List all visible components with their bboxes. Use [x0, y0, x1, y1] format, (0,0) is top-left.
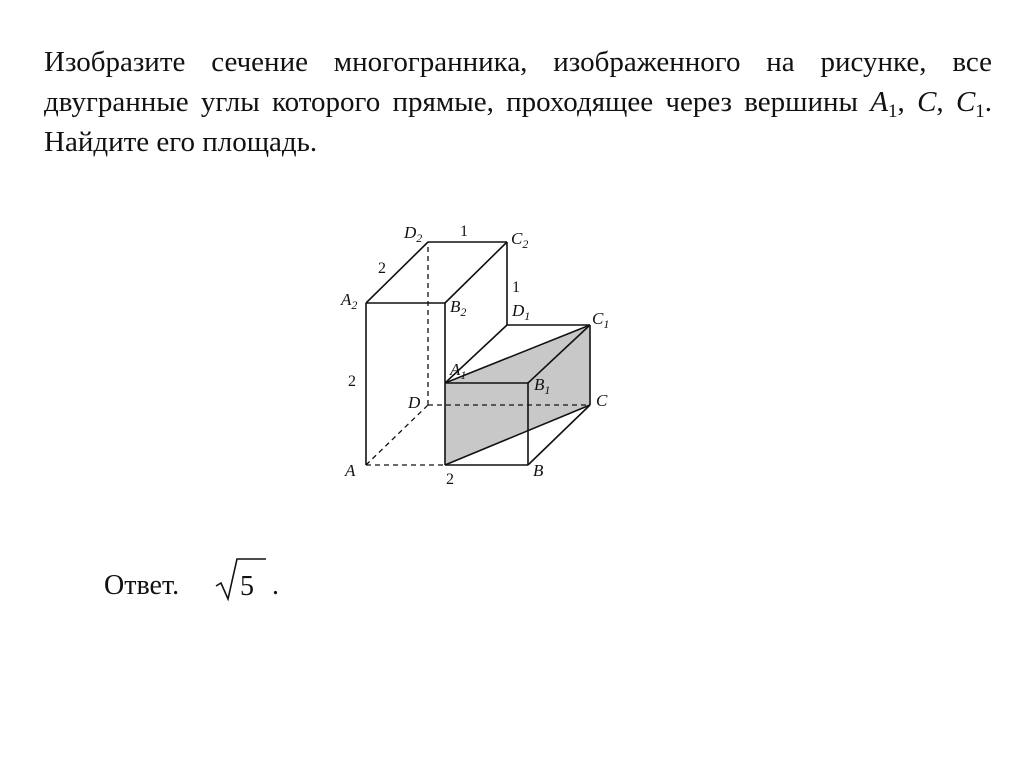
edge-a-d — [366, 405, 428, 465]
dim-top-depth: 2 — [378, 260, 386, 277]
label-d1: $D_1$ — [512, 301, 531, 323]
dim-top-edge: 1 — [460, 223, 468, 240]
label-b2: $B_2$ — [450, 297, 467, 319]
vertex-c1: C — [955, 86, 976, 118]
vertex-a1-subscript: 1 — [888, 101, 898, 122]
label-c2: $C_2$ — [511, 229, 529, 251]
vertex-c1-subscript: 1 — [975, 101, 985, 122]
dim-step-height: 1 — [512, 279, 520, 296]
answer-sqrt — [214, 556, 270, 604]
problem-question: . Найдите его площадь. — [44, 86, 993, 158]
vertex-c: C — [917, 86, 937, 118]
problem-statement: Изобразите сечение многогранника, изображенного на рисунке, все двугранные углы которого прямые, проходящее через вершины $A_1$, C, $C_1$. Найдите его площадь. — [44, 46, 993, 158]
label-a: A — [345, 461, 356, 480]
answer-line — [104, 556, 424, 616]
label-b1: $B_1$ — [534, 375, 551, 397]
dim-bottom-width: 2 — [446, 471, 454, 488]
answer-label: Ответ. — [104, 570, 180, 601]
label-c1: $C_1$ — [592, 309, 610, 331]
edge-c2-b2 — [445, 242, 507, 303]
answer-period: . — [272, 570, 279, 601]
label-a2: $A_2$ — [341, 290, 358, 312]
label-b: B — [533, 461, 544, 480]
dimension-labels — [348, 223, 520, 488]
answer-value: 5 — [240, 571, 254, 602]
label-d2: $D_2$ — [404, 223, 423, 245]
dim-left-height: 2 — [348, 373, 356, 390]
label-d: D — [408, 393, 421, 412]
problem-text: Изобразите сечение многогранника, изображенного на рисунке, все двугранные углы которого прямые, проходящее через вершины — [44, 46, 992, 118]
label-a1: $A_1$ — [450, 360, 467, 382]
label-c: C — [596, 391, 608, 410]
edge-a2-d2 — [366, 242, 428, 303]
vertex-a1: A — [870, 86, 889, 118]
